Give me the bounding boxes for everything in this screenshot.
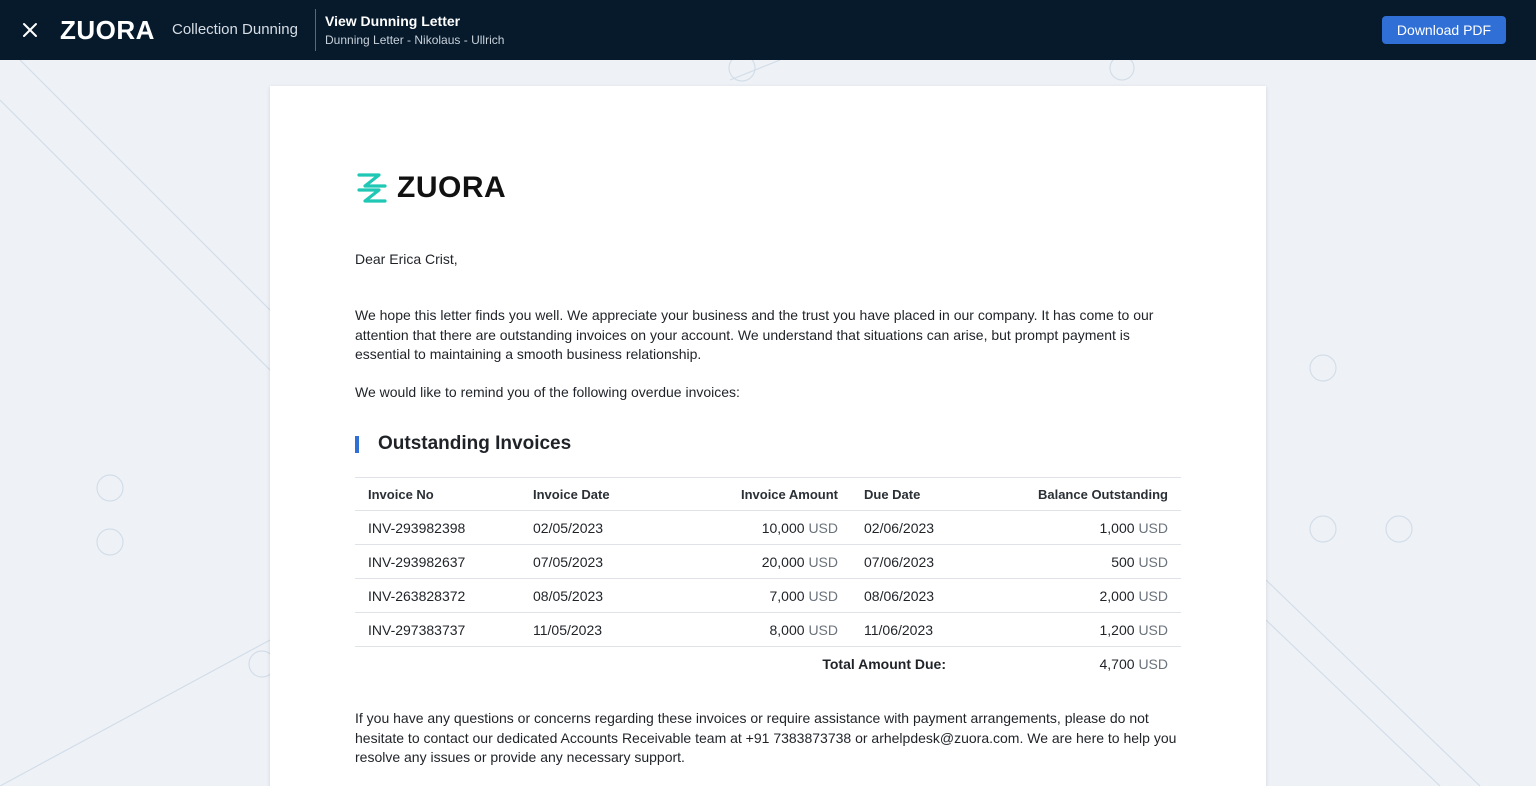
amount-value: 8,000 — [769, 621, 805, 638]
invoice-amount — [693, 554, 838, 570]
page-subtitle: Dunning Letter - Nikolaus - Ullrich — [325, 33, 505, 47]
currency-unit: USD — [1138, 553, 1168, 570]
balance-outstanding — [1006, 520, 1181, 536]
letter-logo — [355, 171, 506, 205]
page-title: View Dunning Letter — [325, 13, 461, 29]
currency-unit: USD — [808, 519, 838, 536]
balance-value: 1,000 — [1099, 519, 1135, 536]
balance-value: 2,000 — [1099, 587, 1135, 604]
currency-unit: USD — [1138, 621, 1168, 638]
total-row — [355, 647, 1181, 681]
table-row — [355, 545, 1181, 579]
column-header: Balance Outstanding — [1037, 486, 1168, 502]
invoice-date: 07/05/2023 — [533, 553, 604, 570]
balance-outstanding — [1006, 554, 1181, 570]
total-amount — [1021, 656, 1181, 672]
table-row — [355, 579, 1181, 613]
app-name: Collection Dunning — [172, 21, 298, 38]
total-value: 4,700 — [1099, 656, 1135, 672]
brand-logo: ZUORA — [60, 15, 155, 45]
currency-unit: USD — [1138, 587, 1168, 604]
top-bar — [0, 0, 1536, 60]
column-header: Invoice No — [368, 486, 434, 502]
invoice-date: 08/05/2023 — [533, 587, 604, 604]
invoice-date: 11/05/2023 — [533, 621, 603, 638]
close-icon — [21, 21, 39, 39]
total-label: Total Amount Due: — [822, 656, 946, 672]
currency-unit: USD — [1138, 519, 1168, 536]
column-header: Invoice Amount — [740, 486, 838, 502]
due-date: 11/06/2023 — [864, 621, 934, 638]
header-divider — [315, 9, 316, 51]
table-row — [355, 613, 1181, 647]
section-title: Outstanding Invoices — [378, 433, 572, 454]
download-pdf-button[interactable]: Download PDF — [1382, 16, 1506, 44]
table-header-row — [355, 477, 1181, 511]
amount-value: 10,000 — [761, 519, 805, 536]
section-accent-bar — [355, 436, 359, 453]
closing-paragraph: If you have any questions or concerns regarding these invoices or require assistance with payment arrangements, please do not hesitate to contact our dedicated Accounts Receivable team at +91 7383873738 or arhelpdesk@zuora.com. We are here to help you resolve any issues or provide any necessary support. — [355, 710, 1177, 765]
balance-outstanding — [1006, 588, 1181, 604]
greeting: Dear Erica Crist, — [355, 251, 458, 267]
table-row — [355, 511, 1181, 545]
close-button[interactable] — [18, 18, 42, 42]
dunning-letter-document — [270, 86, 1266, 786]
balance-value: 500 — [1111, 553, 1135, 570]
invoice-amount — [693, 588, 838, 604]
amount-value: 20,000 — [761, 553, 805, 570]
letter-logo-text: ZUORA — [397, 171, 507, 204]
invoices-table — [355, 477, 1181, 681]
invoice-no: INV-297383737 — [368, 621, 466, 638]
currency-unit: USD — [1138, 656, 1168, 672]
reminder-paragraph: We would like to remind you of the following overdue invoices: — [355, 384, 740, 400]
invoice-no: INV-293982398 — [368, 519, 466, 536]
invoice-date: 02/05/2023 — [533, 519, 604, 536]
due-date: 02/06/2023 — [864, 519, 935, 536]
invoice-no: INV-293982637 — [368, 553, 466, 570]
column-header: Due Date — [864, 486, 921, 502]
currency-unit: USD — [808, 621, 838, 638]
balance-value: 1,200 — [1099, 621, 1135, 638]
column-header: Invoice Date — [533, 486, 610, 502]
invoice-amount — [693, 622, 838, 638]
invoice-no: INV-263828372 — [368, 587, 466, 604]
due-date: 08/06/2023 — [864, 587, 935, 604]
currency-unit: USD — [808, 587, 838, 604]
invoice-amount — [693, 520, 838, 536]
amount-value: 7,000 — [769, 587, 805, 604]
currency-unit: USD — [808, 553, 838, 570]
intro-paragraph: We hope this letter finds you well. We appreciate your business and the trust you have placed in our company. It has come to our attention that there are outstanding invoices on your account. We understand that situations can arise, but prompt payment is essential to maintaining a smooth business relationship. — [355, 307, 1154, 362]
balance-outstanding — [1006, 622, 1181, 638]
zuora-mark-icon — [355, 171, 389, 205]
due-date: 07/06/2023 — [864, 553, 935, 570]
